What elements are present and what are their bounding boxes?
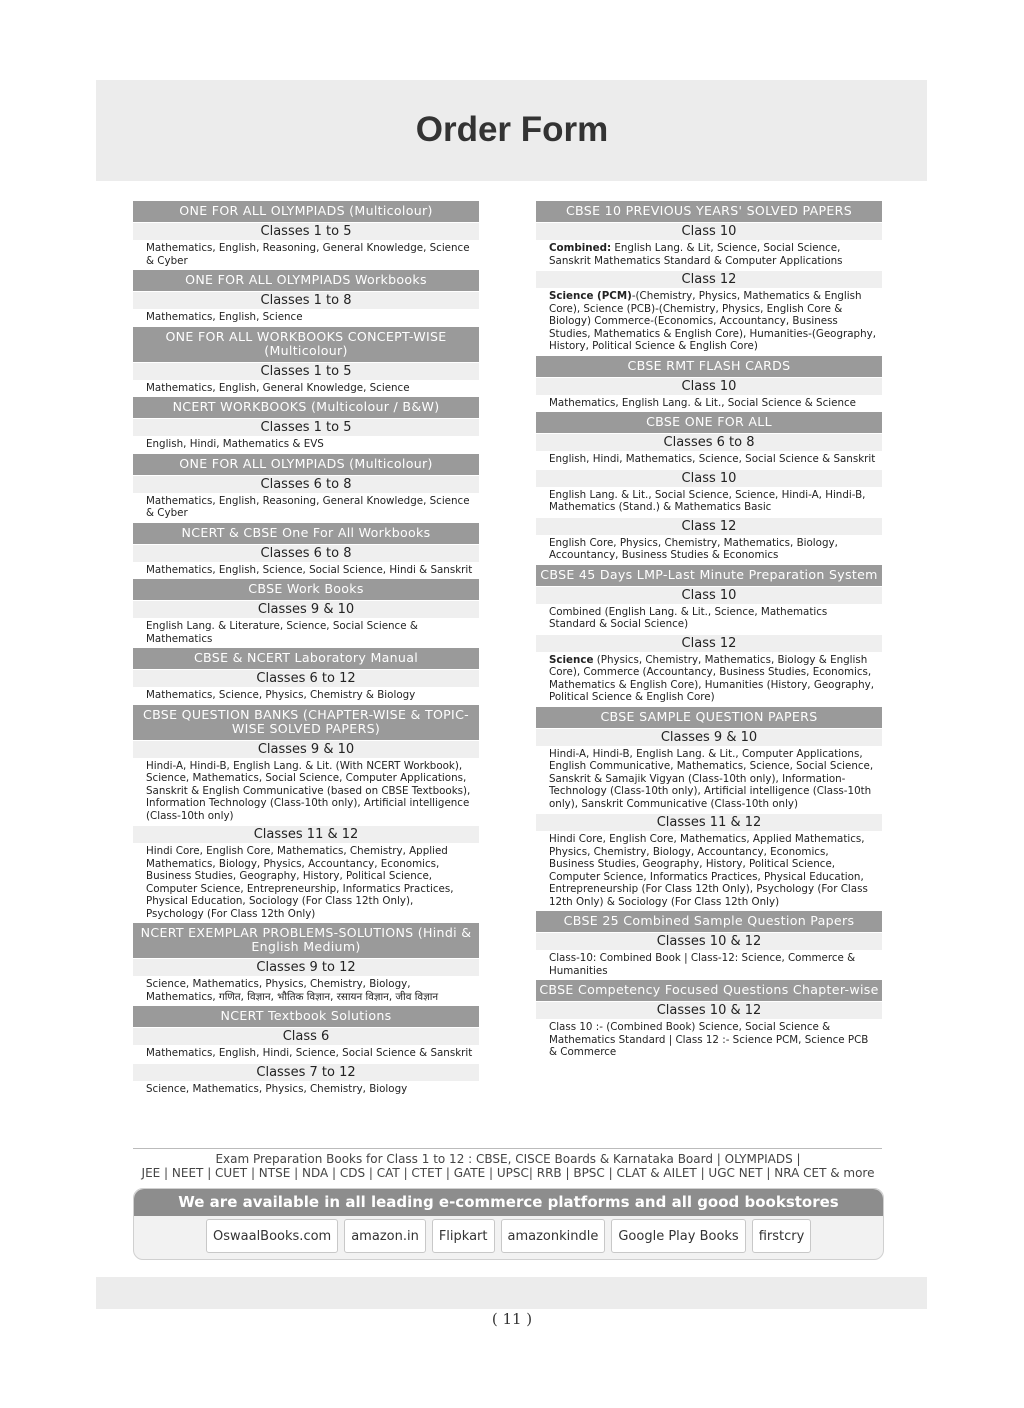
subject-text: -(Chemistry, Physics, Mathematics & English Core), Science (PCB)-(Chemistry, Physics, English Core & Biology) Commerce-(Economics, Accountancy, Business Studies, Mathematics & English Core), Humanities-(Geography, History, Political Science & English Core) (549, 290, 876, 352)
section-title: CBSE Work Books (133, 579, 479, 600)
class-label: Classes 6 to 12 (133, 670, 479, 687)
subject-text: Science, Mathematics, Physics, Chemistry, Biology (146, 1082, 408, 1095)
section-title: CBSE ONE FOR ALL (536, 412, 882, 433)
subject-list (536, 950, 882, 980)
subject-text: Hindi-A, Hindi-B, English Lang. & Lit. (With NCERT Workbook), Science, Mathematics, Social Science, Computer Applications, Sanskrit & English Communicative (based on CBSE Textbooks), Information Technology (Class-10th only), Artificial intelligence (Class-10th only) (146, 759, 471, 822)
class-label: Class 12 (536, 635, 882, 652)
subject-text: Mathematics, Science, Physics, Chemistry & Biology (146, 689, 416, 701)
class-label: Class 10 (536, 470, 882, 487)
subject-text: English Core, Physics, Chemistry, Mathematics, Biology, Accountancy, Business Studies & Economics (549, 536, 838, 561)
store-logo[interactable]: Flipkart (432, 1219, 495, 1253)
store-logos (206, 1219, 811, 1253)
subject-list (133, 618, 479, 648)
class-label: Classes 6 to 8 (133, 476, 479, 493)
section-title: CBSE 10 PREVIOUS YEARS' SOLVED PAPERS (536, 201, 882, 222)
subject-list (536, 487, 882, 517)
section-title: CBSE & NCERT Laboratory Manual (133, 648, 479, 669)
right-column (536, 201, 882, 1062)
store-logo[interactable]: Google Play Books (611, 1219, 745, 1253)
subject-list (536, 288, 882, 356)
class-label: Class 6 (133, 1028, 479, 1045)
subject-text: English, Hindi, Mathematics, Science, Social Science & Sanskrit (549, 453, 876, 465)
subject-text: Class-10: Combined Book | Class-12: Science, Commerce & Humanities (549, 952, 856, 977)
section-title: ONE FOR ALL WORKBOOKS CONCEPT-WISE (Multicolour) (133, 327, 479, 362)
class-label: Classes 1 to 5 (133, 363, 479, 380)
subject-list (536, 746, 882, 814)
subject-list (133, 380, 479, 398)
class-label: Classes 1 to 5 (133, 223, 479, 240)
subject-list (536, 240, 882, 270)
footer-line-2: JEE | NEET | CUET | NTSE | NDA | CDS | CAT | CTET | GATE | UPSC| RRB | BPSC | CLAT & AILET | UGC NET | NRA CET & more (141, 1166, 875, 1180)
subject-text: Mathematics, English, Science (146, 311, 303, 323)
store-logo[interactable]: OswaalBooks.com (206, 1219, 338, 1253)
subject-list (536, 395, 882, 413)
bottom-band (96, 1277, 927, 1309)
subject-list (133, 493, 479, 523)
footer-line-1: Exam Preparation Books for Class 1 to 12 : CBSE, CISCE Boards & Karnataka Board | OLYMPIADS | (215, 1152, 801, 1166)
class-label: Class 12 (536, 271, 882, 288)
subject-list (133, 1081, 479, 1099)
subject-list (133, 758, 479, 826)
class-label: Class 10 (536, 587, 882, 604)
subject-text: Mathematics, English Lang. & Lit., Social Science & Science (549, 396, 856, 409)
class-label: Classes 10 & 12 (536, 933, 882, 950)
subject-list (133, 843, 479, 923)
subject-list (133, 240, 479, 270)
section-title: CBSE Competency Focused Questions Chapter-wise (536, 980, 882, 1001)
class-label: Classes 6 to 8 (133, 545, 479, 562)
section-title: CBSE 45 Days LMP-Last Minute Preparation System (536, 565, 882, 586)
section-title: ONE FOR ALL OLYMPIADS Workbooks (133, 270, 479, 291)
subject-text: Science, Mathematics, Physics, Chemistry, Biology, Mathematics, गणित, विज्ञान, भौतिक विज्ञान, रसायन विज्ञान, जीव विज्ञान (146, 978, 439, 1003)
class-label: Classes 7 to 12 (133, 1064, 479, 1081)
subject-lead: Science (549, 653, 594, 666)
subject-list (133, 309, 479, 327)
page-title: Order Form (415, 110, 609, 149)
subject-text: Mathematics, English, Science, Social Science, Hindi & Sanskrit (146, 563, 473, 576)
section-title: CBSE 25 Combined Sample Question Papers (536, 911, 882, 932)
subject-text: English Lang. & Lit., Social Science, Science, Hindi-A, Hindi-B, Mathematics (Stand.) & Mathematics Basic (549, 488, 866, 513)
subject-text: Mathematics, English, General Knowledge, Science (146, 381, 410, 394)
subject-list (133, 976, 479, 1006)
subject-lead: Science (PCM) (549, 290, 632, 302)
subject-lead: Combined: (549, 242, 612, 254)
subject-list (133, 687, 479, 705)
subject-list (133, 562, 479, 580)
section-title: CBSE RMT FLASH CARDS (536, 356, 882, 377)
banner-text: We are available in all leading e-commerce platforms and all good bookstores (134, 1189, 883, 1216)
class-label: Classes 9 to 12 (133, 959, 479, 976)
class-label: Class 12 (536, 518, 882, 535)
class-label: Classes 1 to 8 (133, 292, 479, 309)
subject-text: English Lang. & Literature, Science, Social Science & Mathematics (146, 620, 418, 645)
class-label: Classes 9 & 10 (536, 729, 882, 746)
footer-divider (133, 1148, 882, 1149)
store-logo[interactable]: amazonkindle (501, 1219, 606, 1253)
page-number: ( 11 ) (491, 1310, 533, 1328)
subject-text: Hindi-A, Hindi-B, English Lang. & Lit., Computer Applications, English Communicative, Mathematics, Science, Social Science, Sanskrit & Samajik Vigyan (Class-10th only), Information-Technology (Class-10th only), Artificial intelligence (Class-10th only), Sanskrit Communicative (Class-10th only) (549, 747, 874, 810)
section-title: NCERT Textbook Solutions (133, 1006, 479, 1027)
section-title: NCERT EXEMPLAR PROBLEMS-SOLUTIONS (Hindi & English Medium) (133, 923, 479, 958)
subject-list (536, 451, 882, 469)
section-title: CBSE QUESTION BANKS (CHAPTER-WISE & TOPIC-WISE SOLVED PAPERS) (133, 705, 479, 740)
class-label: Classes 11 & 12 (536, 814, 882, 831)
subject-text: Mathematics, English, Hindi, Science, Social Science & Sanskrit (146, 1047, 473, 1059)
subject-list (536, 831, 882, 911)
subject-text: English, Hindi, Mathematics & EVS (146, 438, 324, 450)
subject-text: Hindi Core, English Core, Mathematics, Applied Mathematics, Physics, Chemistry, Biology, Accountancy, Economics, Business Studies, Geography, History, Political Science, Computer Science, Informatics Practices, Physical Education, Entrepreneurship (For Class 12th Only), Psychology (For Class 12th Only) & Sociology (For Class 12th Only) (549, 833, 868, 908)
store-logo[interactable]: firstcry (752, 1219, 812, 1253)
store-banner (133, 1188, 884, 1260)
class-label: Class 10 (536, 378, 882, 395)
section-title: ONE FOR ALL OLYMPIADS (Multicolour) (133, 454, 479, 475)
subject-list (536, 1019, 882, 1062)
subject-text: (Physics, Chemistry, Mathematics, Biology & English Core), Commerce (Accountancy, Business Studies, Economics, Mathematics & English Core), Humanities (History, Geography, Political Science & English Core) (549, 653, 874, 703)
subject-list (536, 604, 882, 634)
subject-list (536, 535, 882, 565)
class-label: Classes 6 to 8 (536, 434, 882, 451)
subject-text: English Lang. & Lit, Science, Social Science, Sanskrit Mathematics Standard & Computer Applications (549, 242, 843, 267)
section-title: ONE FOR ALL OLYMPIADS (Multicolour) (133, 201, 479, 222)
class-label: Classes 11 & 12 (133, 826, 479, 843)
subject-list (536, 652, 882, 707)
subject-text: Mathematics, English, Reasoning, General Knowledge, Science & Cyber (146, 494, 470, 519)
subject-text: Mathematics, English, Reasoning, General Knowledge, Science & Cyber (146, 242, 470, 267)
subject-text: Hindi Core, English Core, Mathematics, Chemistry, Applied Mathematics, Biology, Physics, Accountancy, Economics, Business Studies, Geography, History, Political Science, Computer Science, Entrepreneurship, Informatics Practices, Physical Education, Sociology (For Class 12th Only), Psychology (For Class 12th Only) (146, 845, 454, 920)
class-label: Class 10 (536, 223, 882, 240)
section-title: NCERT & CBSE One For All Workbooks (133, 523, 479, 544)
section-title: CBSE SAMPLE QUESTION PAPERS (536, 707, 882, 728)
class-label: Classes 1 to 5 (133, 419, 479, 436)
class-label: Classes 9 & 10 (133, 601, 479, 618)
subject-list (133, 436, 479, 454)
class-label: Classes 10 & 12 (536, 1002, 882, 1019)
store-logo[interactable]: amazon.in (344, 1219, 426, 1253)
subject-text: Combined (English Lang. & Lit., Science, Mathematics Standard & Social Science) (549, 605, 828, 630)
subject-list (133, 1045, 479, 1063)
left-column (133, 201, 479, 1098)
class-label: Classes 9 & 10 (133, 741, 479, 758)
subject-text: Class 10 :- (Combined Book) Science, Social Science & Mathematics Standard | Class 12 :- Science PCM, Science PCB & Commerce (549, 1021, 869, 1058)
section-title: NCERT WORKBOOKS (Multicolour / B&W) (133, 397, 479, 418)
